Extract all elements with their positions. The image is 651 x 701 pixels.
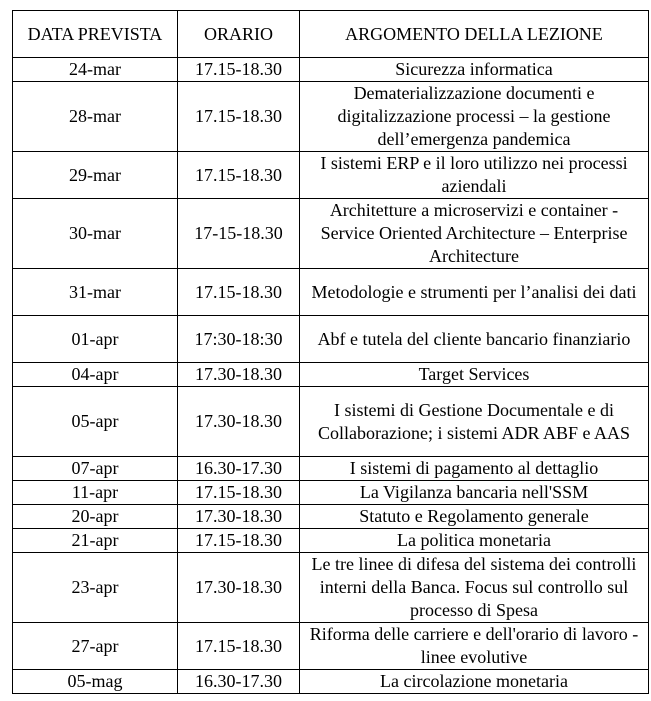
table-row (13, 481, 649, 505)
header-time: ORARIO (178, 11, 300, 58)
row-date: 20-apr (13, 505, 178, 529)
row-topic: Le tre linee di difesa del sistema dei controlli interni della Banca. Focus sul controllo sul processo di Spesa (300, 553, 649, 623)
row-time: 17.15-18.30 (178, 481, 300, 505)
table-row (13, 82, 649, 152)
table-row (13, 58, 649, 82)
table-row (13, 269, 649, 316)
table-row (13, 152, 649, 199)
row-date: 11-apr (13, 481, 178, 505)
table-row (13, 387, 649, 457)
row-date: 01-apr (13, 316, 178, 363)
row-time: 17.15-18.30 (178, 623, 300, 670)
row-date: 24-mar (13, 58, 178, 82)
schedule-table (12, 10, 649, 694)
row-date: 05-mag (13, 670, 178, 694)
row-date: 07-apr (13, 457, 178, 481)
header-date: DATA PREVISTA (13, 11, 178, 58)
row-date: 23-apr (13, 553, 178, 623)
row-time: 17.15-18.30 (178, 529, 300, 553)
header-topic: ARGOMENTO DELLA LEZIONE (300, 11, 649, 58)
table-row (13, 316, 649, 363)
row-topic: Riforma delle carriere e dell'orario di lavoro - linee evolutive (300, 623, 649, 670)
row-time: 17.15-18.30 (178, 269, 300, 316)
table-row (13, 363, 649, 387)
row-date: 04-apr (13, 363, 178, 387)
row-topic: Architetture a microservizi e container - Service Oriented Architecture – Enterprise Architecture (300, 199, 649, 269)
row-topic: La politica monetaria (300, 529, 649, 553)
table-row (13, 457, 649, 481)
row-date: 30-mar (13, 199, 178, 269)
row-topic: I sistemi di pagamento al dettaglio (300, 457, 649, 481)
row-time: 16.30-17.30 (178, 457, 300, 481)
row-topic: Statuto e Regolamento generale (300, 505, 649, 529)
table-row (13, 529, 649, 553)
row-time: 17.30-18.30 (178, 505, 300, 529)
row-time: 16.30-17.30 (178, 670, 300, 694)
row-topic: I sistemi ERP e il loro utilizzo nei processi aziendali (300, 152, 649, 199)
row-time: 17.15-18.30 (178, 58, 300, 82)
row-time: 17.30-18.30 (178, 363, 300, 387)
row-topic: Abf e tutela del cliente bancario finanziario (300, 316, 649, 363)
row-topic: Metodologie e strumenti per l’analisi dei dati (300, 269, 649, 316)
row-topic: La circolazione monetaria (300, 670, 649, 694)
row-time: 17-15-18.30 (178, 199, 300, 269)
row-time: 17.30-18.30 (178, 553, 300, 623)
row-topic: La Vigilanza bancaria nell'SSM (300, 481, 649, 505)
row-date: 29-mar (13, 152, 178, 199)
table-row (13, 623, 649, 670)
row-date: 27-apr (13, 623, 178, 670)
row-topic: Sicurezza informatica (300, 58, 649, 82)
table-row (13, 199, 649, 269)
row-date: 31-mar (13, 269, 178, 316)
table-row (13, 505, 649, 529)
table-row (13, 553, 649, 623)
row-topic: I sistemi di Gestione Documentale e di Collaborazione; i sistemi ADR ABF e AAS (300, 387, 649, 457)
row-time: 17.30-18.30 (178, 387, 300, 457)
row-topic: Dematerializzazione documenti e digitalizzazione processi – la gestione dell’emergenza pandemica (300, 82, 649, 152)
row-topic: Target Services (300, 363, 649, 387)
row-time: 17.15-18.30 (178, 152, 300, 199)
header-row (13, 11, 649, 58)
table-row (13, 670, 649, 694)
row-date: 05-apr (13, 387, 178, 457)
row-date: 28-mar (13, 82, 178, 152)
row-time: 17.15-18.30 (178, 82, 300, 152)
row-date: 21-apr (13, 529, 178, 553)
row-time: 17:30-18:30 (178, 316, 300, 363)
